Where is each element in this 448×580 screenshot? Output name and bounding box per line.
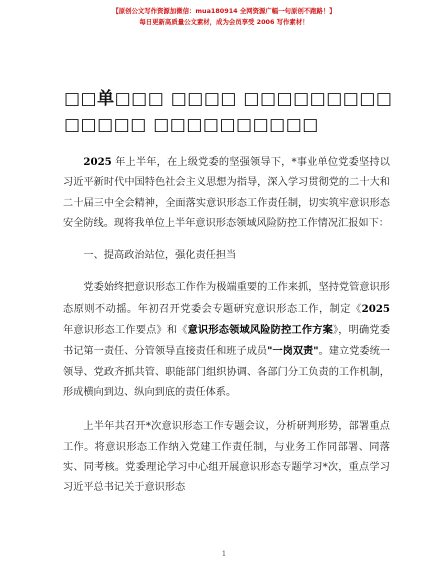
document-title: □□单□□□ □□□□ □□□□□□□□□□□□□□ □□□□□□□□□□: [64, 89, 393, 135]
promo-banner-line1: 【原创公文写作资源加微信：mua180914 全网资源广幅一句原创不跑路！】: [112, 7, 336, 15]
year-bold: 2025: [83, 156, 112, 168]
paragraph-responsibility-e: 》，明确党委书记第一责任、分管领导直接责任和班子成员: [63, 325, 391, 358]
plan-title-bold: 意识形态领域风险防控工作方案: [187, 324, 333, 337]
one-post-two-duties-bold: "一岗双责": [267, 345, 319, 358]
paragraph-responsibility-g: 。建立党委统一领导、党政齐抓共管、职能部门组织协调、各部门分工负责的工作机制，形成横向到边、纵向到底的责任体系。: [63, 346, 390, 398]
paragraph-responsibility-a: 党委始终把意识形态工作作为极端重要的工作来抓，坚持党管意识形态原则不动摇。年初召开党委会专题研究意识形态工作，制定《: [63, 282, 390, 315]
paragraph-responsibility: [63, 278, 390, 403]
document-body: [63, 152, 390, 498]
paragraph-meetings: 上半年共召开*次意识形态工作专题会议，分析研判形势，部署重点工作。将意识形态工作纳入党建工作责任制，与业务工作同部署、同落实、同考核。党委理论学习中心组开展意识形态专题学习*次，重点学习习近平总书记关于意识形态: [63, 421, 390, 494]
section-heading-1: 一、提高政治站位，强化责任担当: [83, 250, 237, 262]
year-bold-2: 2025: [361, 302, 390, 315]
page-number: 1: [221, 550, 227, 558]
paragraph-intro-text: 年上半年，在上级党委的坚强领导下，*事业单位党委坚持以习近平新时代中国特色社会主义思想为指导，深入学习贯彻党的二十大和二十届三中全会精神，全面落实意识形态工作责任制，切实筑牢意识形态安全防线。现将我单位上半年意识形态领域风险防控工作情况汇报如下：: [63, 157, 390, 229]
paragraph-intro: [63, 152, 390, 234]
promo-banner: [0, 6, 448, 28]
paragraph-responsibility-c: 年意识形态工作要点》和《: [63, 325, 188, 337]
promo-banner-line2: 每日更新高质量公文素材，成为会员享受 2006 写作素材！: [139, 18, 309, 26]
